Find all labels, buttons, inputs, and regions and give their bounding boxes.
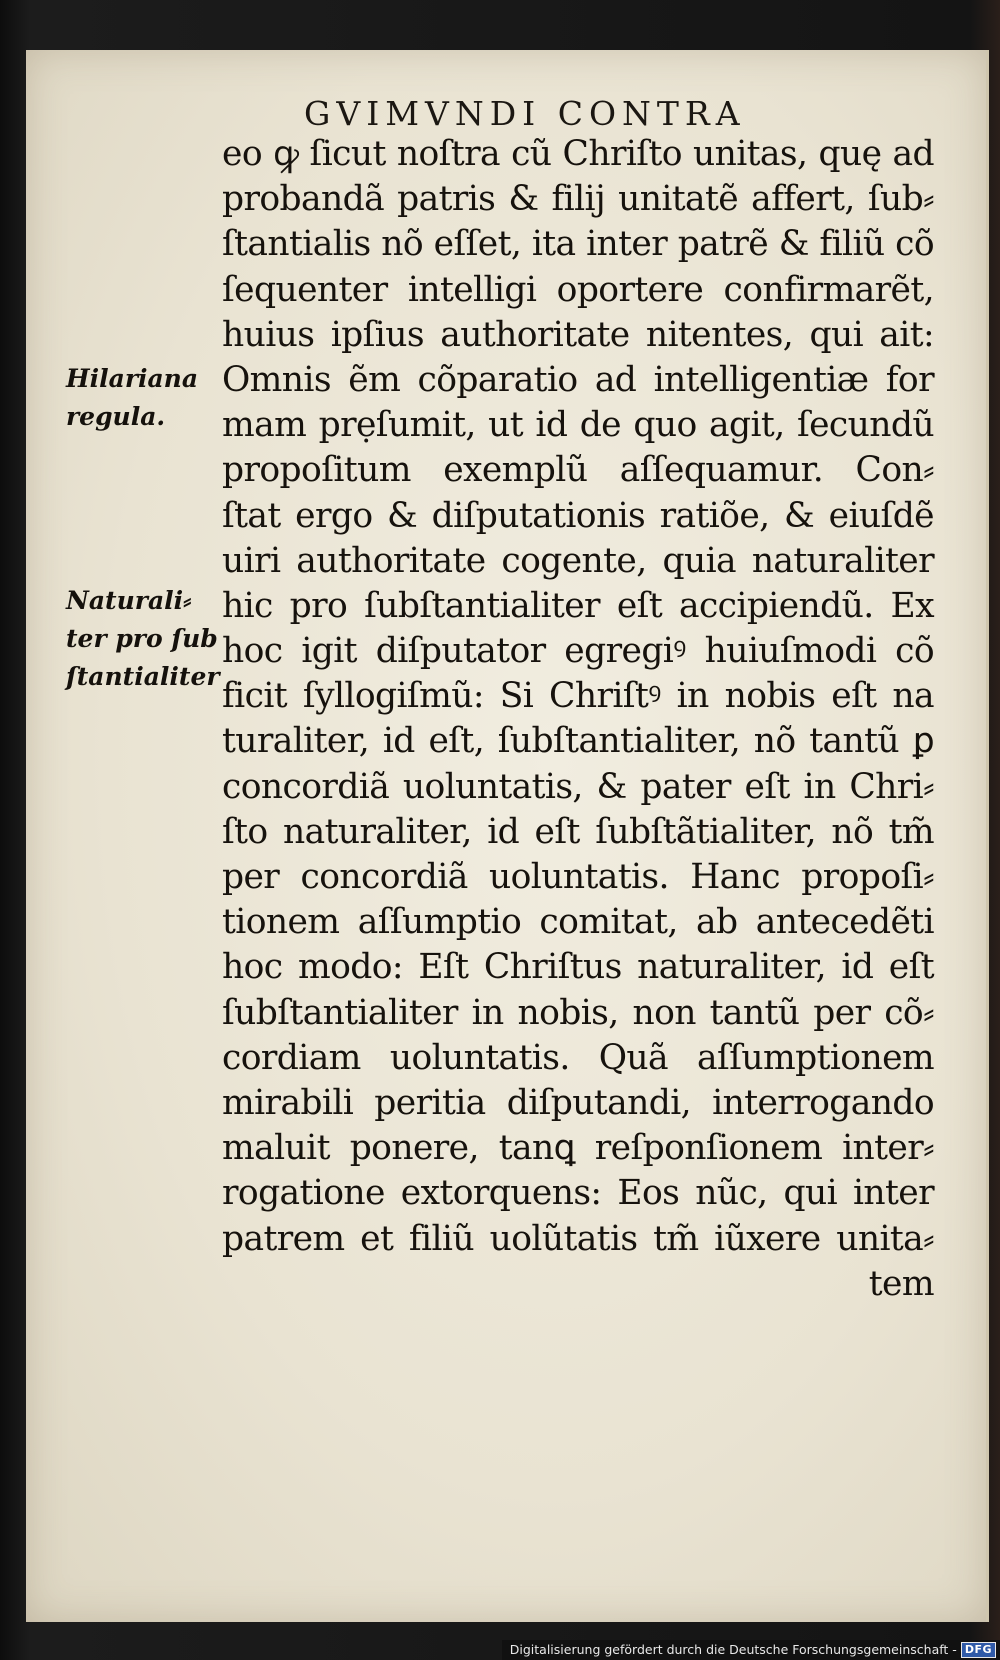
marginal-note-line: regula. [66,402,166,431]
text-line: hoc modo: Eſt Chriſtus naturaliter, id eſt [222,947,934,988]
text-line: ſto naturaliter, id eſt ſubſtãtialiter, nõ tm̃ [222,811,934,852]
text-line: ſtat ergo & diſputationis ratiõe, & eiuſdẽ [222,495,934,536]
marginal-note-line: ter pro ſub [66,624,218,653]
text-line: patrem et filiũ uolũtatis tm̃ iũxere unita⸗ [222,1218,934,1259]
body-text [222,132,934,1307]
marginal-note-naturaliter [66,582,220,696]
marginal-note-hilariana [66,360,198,436]
digitization-footer [502,1640,1000,1660]
text-line: ſequenter intelligi oportere confirmarẽt, [222,269,934,310]
text-line: hic pro ſubſtantialiter eſt accipiendũ. Ex [222,585,934,626]
text-line: ſubſtantialiter in nobis, non tantũ per cõ⸗ [222,992,934,1033]
text-line: concordiã uoluntatis, & pater eſt in Chri⸗ [222,766,934,807]
text-line: per concordiã uoluntatis. Hanc propoſi⸗ [222,857,934,897]
text-line: probandã patris & filij unitatẽ affert, ſub⸗ [222,179,934,220]
running-head: GVIMVNDI CONTRA [304,94,746,133]
text-line: maluit ponere, tanꝗ reſponſionem inter⸗ [222,1128,934,1169]
text-line: mam prẹſumit, ut id de quo agit, ſecundũ [222,405,934,446]
text-line: rogatione extorquens: Eos nũc, qui inter [222,1173,934,1214]
marginal-note-line: Hilariana [66,364,199,393]
catchword: tem [868,1263,934,1304]
text-line: huius ipſius authoritate nitentes, qui ait: [222,314,934,355]
text-line: turaliter, id eſt, ſubſtantialiter, nõ tantũ ꝑ [222,721,934,762]
text-line: ſtantialis nõ eſſet, ita inter patrẽ & filiũ cõ [222,224,934,265]
dfg-logo-icon: DFG [961,1642,996,1658]
book-page [26,50,989,1622]
text-line: tionem aſſumptio comitat, ab antecedẽti [222,902,934,943]
text-line: ficit ſyllogiſmũ: Si Chriſtꝰ in nobis eſt na [222,676,934,717]
text-line: hoc igit diſputator egregiꝰ huiuſmodi cõ [222,631,934,672]
marginal-note-line: ſtantialiter [66,662,220,691]
text-line: eo ꝙ ſicut noſtra cũ Chriſto unitas, quę ad [222,134,934,174]
text-line: Omnis ẽm cõparatio ad intelligentiæ for [222,359,934,400]
text-line: uiri authoritate cogente, quia naturaliter [222,540,934,581]
text-line: mirabili peritia diſputandi, interrogando [222,1082,934,1123]
funding-note: Digitalisierung gefördert durch die Deutsche Forschungsgemeinschaft - [509,1642,957,1657]
text-line: propoſitum exemplũ aſſequamur. Con⸗ [222,450,934,491]
text-line: cordiam uoluntatis. Quã aſſumptionem [222,1037,934,1078]
marginal-note-line: Naturali⸗ [66,586,192,615]
